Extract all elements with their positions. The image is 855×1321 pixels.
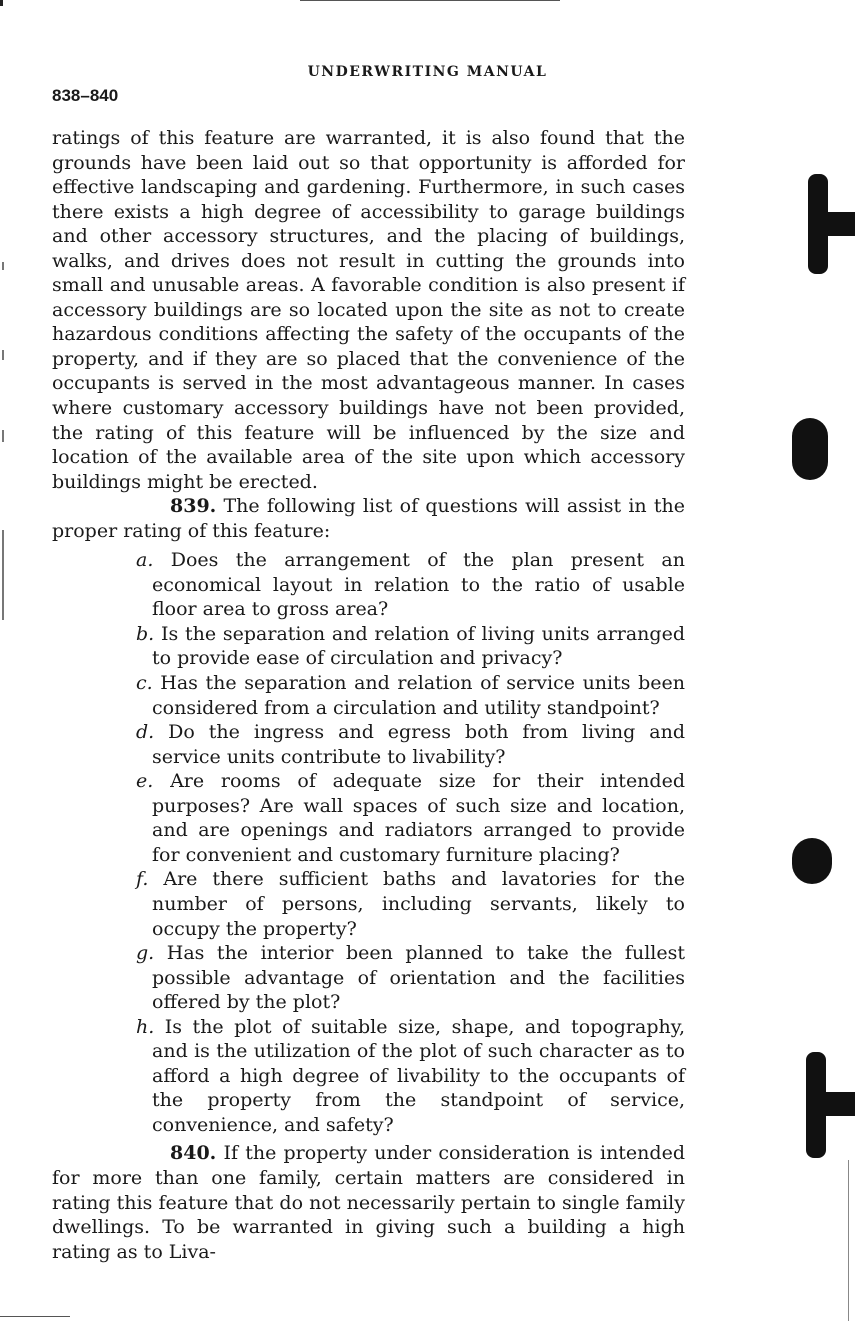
question-list xyxy=(52,548,685,1137)
question-item xyxy=(136,1015,685,1138)
question-item xyxy=(136,941,685,1015)
margin-tick xyxy=(2,350,4,360)
section-840 xyxy=(52,1141,685,1264)
question-letter: b. xyxy=(136,622,155,645)
question-letter: g. xyxy=(136,942,155,965)
question-item xyxy=(136,548,686,622)
binder-tab-mark xyxy=(822,212,855,236)
binder-hole-mark xyxy=(792,418,828,480)
question-text: Are rooms of adequate size for their intended purposes? Are wall spaces of such size and location, and are openings and radiators arranged to provide for convenient and customary furniture placing? xyxy=(152,770,685,866)
top-edge-rule xyxy=(300,0,560,1)
page-number: 838–840 xyxy=(52,86,119,105)
question-item xyxy=(136,720,685,769)
paragraph-continued: ratings of this feature are warranted, it is also found that the grounds have been laid out so that opportunity is afforded for effective landscaping and gardening. Furthermore, in such cases there exists a high degree of accessibility to garage buildings and other accessory structures, and the placing of buildings, walks, and drives does not result in cutting the grounds into small and unusable areas. A favorable condition is also present if accessory buildings are so located upon the site as not to create hazardous conditions affecting the safety of the occupants of the property, and if they are so placed that the convenience of the occupants is served in the most advantageous manner. In cases where customary accessory buildings have not been provided, the rating of this feature will be influenced by the size and location of the available area of the site upon which accessory buildings might be erected. xyxy=(52,127,685,493)
section-text: The following list of questions will assist in the proper rating of this feature: xyxy=(52,495,685,542)
margin-tick xyxy=(2,530,4,620)
question-text: Has the separation and relation of service units been considered from a circulation and utility standpoint? xyxy=(152,672,685,719)
question-text: Are there sufficient baths and lavatories for the number of persons, including servants, likely to occupy the property? xyxy=(152,868,685,940)
corner-mark-top-left xyxy=(0,0,3,6)
question-letter: h. xyxy=(136,1015,155,1038)
binder-tab-mark xyxy=(820,1092,855,1116)
question-item xyxy=(136,671,685,720)
section-text: If the property under consideration is intended for more than one family, certain matters are considered in rating this feature that do not necessarily pertain to single family dwellings. To be warranted in giving such a building a high rating as to Liva- xyxy=(52,1142,685,1263)
question-letter: a. xyxy=(136,549,154,572)
running-header: UNDERWRITING MANUAL xyxy=(307,64,548,80)
binder-hole-mark xyxy=(792,838,832,884)
question-letter: f. xyxy=(136,868,149,891)
page-edge-line xyxy=(848,1160,849,1321)
section-839 xyxy=(52,494,685,543)
section-number: 839. xyxy=(170,495,217,518)
question-text: Has the interior been planned to take the fullest possible advantage of orientation and the facilities offered by the plot? xyxy=(152,942,685,1014)
question-text: Is the plot of suitable size, shape, and topography, and is the utilization of the plot of such character as to afford a high degree of livability to the occupants of the property from the standpoint of service, convenience, and safety? xyxy=(152,1015,685,1136)
question-letter: c. xyxy=(136,672,153,695)
question-letter: e. xyxy=(136,770,154,793)
bottom-edge-rule xyxy=(0,1316,70,1317)
margin-tick xyxy=(2,262,4,270)
question-item xyxy=(136,867,685,941)
question-item xyxy=(136,622,685,671)
question-text: Does the arrangement of the plan present an economical layout in relation to the ratio of usable floor area to gross area? xyxy=(152,549,686,621)
section-number: 840. xyxy=(170,1142,217,1165)
question-letter: d. xyxy=(136,721,155,744)
question-text: Is the separation and relation of living units arranged to provide ease of circulation and privacy? xyxy=(152,622,685,670)
question-text: Do the ingress and egress both from living and service units contribute to livability? xyxy=(152,721,685,768)
margin-tick xyxy=(2,430,4,442)
page-body xyxy=(52,126,685,1264)
question-item xyxy=(136,769,685,867)
